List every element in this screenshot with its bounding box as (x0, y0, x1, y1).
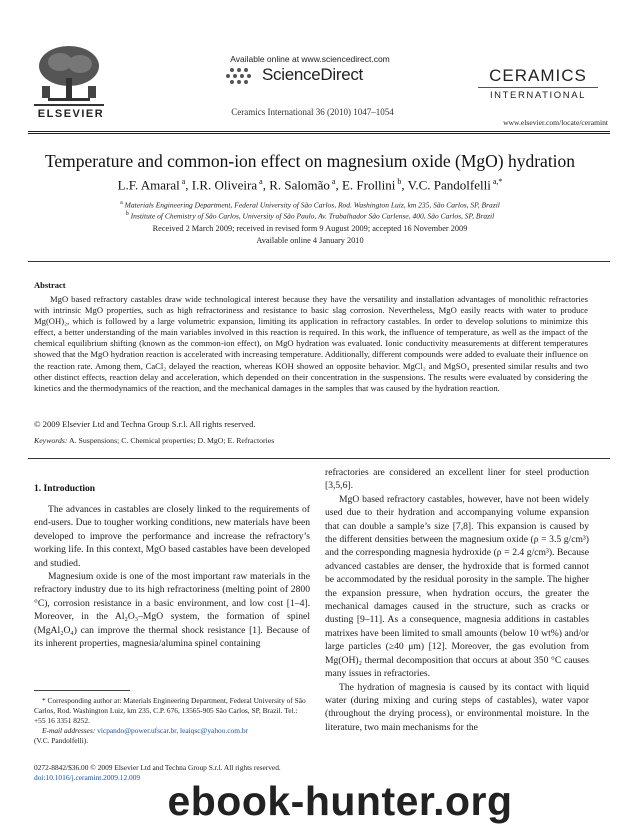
available-online-date: Available online 4 January 2010 (256, 236, 364, 245)
issn-copyright-line: 0272-8842/$36.00 © 2009 Elsevier Ltd and Techna Group S.r.l. All rights reserved. (34, 763, 281, 772)
author-affil-mark: a (329, 177, 336, 186)
affiliation-mark: a (120, 200, 123, 206)
section-heading-introduction: 1. Introduction (34, 484, 96, 494)
body-paragraph: The advances in castables are closely linked to the requirements of end-users. Due to tougher working conditions, new materials have been developed to improve the performance and increase the refractory’s working life. In this context, MgO based castables have been developed and studied. (34, 504, 311, 569)
journal-title-divider (478, 87, 598, 88)
body-column-left (34, 503, 310, 650)
abstract-heading: Abstract (34, 280, 66, 290)
footnote (34, 696, 310, 746)
keywords (34, 436, 274, 445)
author-name[interactable]: , V.C. Pandolfelli (401, 177, 491, 193)
author-name[interactable]: , I.R. Oliveira (185, 177, 258, 193)
journal-title-line1: CERAMICS (489, 66, 587, 85)
sciencedirect-logo-text: ScienceDirect (262, 65, 363, 84)
email-links[interactable]: vicpando@power.ufscar.br, leaiqsc@yahoo.com.br (95, 726, 248, 735)
author-affil-mark: a,* (490, 177, 503, 186)
received-dates: Received 2 March 2009; received in revised form 9 August 2009; accepted 16 November 2009 (152, 224, 468, 233)
affiliation-text: Materials Engineering Department, Federal University of São Carlos, Rod. Washington Luiz, km 235, São Carlos, SP, Brazil (122, 200, 500, 210)
footnote-divider (34, 690, 130, 691)
affiliation-mark: b (125, 211, 129, 217)
abstract-divider (28, 458, 610, 459)
affiliation-text: Institute of Chemistry of São Carlos, University of São Paulo, Av. Trabalhador São Carlense, 400, São Carlos, SP, Brazil (128, 211, 495, 221)
journal-url-link[interactable]: www.elsevier.com/locate/ceramint (503, 118, 608, 127)
author-list (20, 177, 600, 193)
corresponding-author-note: * Corresponding author at: Materials Engineering Department, Federal University of São Carlos, Rod. Washington Luiz, km 235, C.P. 676, 13565-905 São Carlos, SP, Brazil. Tel.: +55 16 3351 8252. (34, 696, 306, 725)
keywords-label: Keywords: (34, 436, 68, 445)
journal-citation: Ceramics International 36 (2010) 1047–1054 (231, 107, 394, 117)
elsevier-tree-logo (30, 42, 108, 110)
author-name[interactable]: , R. Salomão (262, 177, 330, 193)
author-name[interactable]: , E. Frollini (335, 177, 396, 193)
affiliation-b (20, 211, 600, 221)
author-affil-mark: b (395, 177, 402, 186)
title-divider (28, 261, 610, 262)
email-line (34, 726, 310, 736)
elsevier-wordmark: ELSEVIER (37, 108, 105, 120)
email-owner: (V.C. Pandolfelli). (34, 736, 89, 745)
abstract-text: MgO based refractory castables draw wide technological interest because they have the versatility and installation advantages of monolithic refractories with intrinsic MgO properties, such as high refractoriness and resistance to basic slag corrosion. Nevertheless, MgO easily reacts with water to produce Mg(OH)₂, which is followed by a large volumetric expansion, limiting its application in refractory castables. In order to develop solutions to minimize this effect, a better understanding of the main variables involved in this reaction is required. In this work, the influence of temperature, as well as the impact of the chemical equilibrium shifting (known as the common-ion effect), on MgO hydration was evaluated. Ionic conductivity measurements at different temperatures showed that the MgO hydration reaction is accelerated with increasing temperature. Additionally, different compounds were added to evaluate their influence on the reaction rate. Among them, CaCl₂ delayed the reaction, whereas KOH showed an opposite behavior. MgCl₂ and MgSO₄ presented similar results and two other distinct effects, reaction delay and acceleration, which depended on their concentration in the suspensions. The results were evaluated by considering the kinetics and the thermodynamics of the reaction, and the mechanical damages in the samples that was caused by the hydration reaction. (34, 294, 588, 393)
watermark-text: ebook-hunter.org (167, 778, 513, 824)
body-column-right (325, 466, 589, 734)
header-divider (28, 131, 610, 132)
header-divider-secondary (28, 133, 610, 134)
body-paragraph: refractories are considered an excellent liner for steel production [3,5,6]. (325, 467, 589, 492)
body-paragraph: The hydration of magnesia is caused by its contact with liquid water (during mixing and curing steps of castables), water vapor (throughout the drying process), or environmental moisture. In the literature, two main mechanisms for the (325, 681, 589, 733)
email-label: E-mail addresses: (42, 726, 96, 735)
body-paragraph: Magnesium oxide is one of the most important raw materials in the refractory industry due to its high refractoriness (melting point of 2800 °C), corrosion resistance in a basic environment, and low cost [1–4]. Moreover, in the Al₂O₃–MgO system, the formation of spinel (MgAl₂O₄) can improve the thermal shock resistance [1]. Because of its inherent properties, magnesia/alumina spinel containing (34, 571, 310, 650)
keywords-list: A. Suspensions; C. Chemical properties; D. MgO; E. Refractories (67, 436, 275, 445)
journal-title-line2: INTERNATIONAL (489, 90, 587, 101)
available-online-note: Available online at www.sciencedirect.com (230, 54, 390, 64)
doi-link[interactable]: doi:10.1016/j.ceramint.2009.12.009 (34, 773, 141, 782)
abstract-copyright: © 2009 Elsevier Ltd and Techna Group S.r.l. All rights reserved. (34, 419, 256, 429)
author-affil-mark: a (179, 177, 186, 186)
author-name[interactable]: L.F. Amaral (117, 177, 180, 193)
article-title: Temperature and common-ion effect on magnesium oxide (MgO) hydration (44, 151, 576, 171)
body-paragraph: MgO based refractory castables, however, have not been widely used due to their hydration and accompanying volume expansion that can double a sample’s size [7,8]. This expansion is caused by the different densities between the magnesium oxide (ρ = 3.5 g/cm³) and the corresponding magnesia hydroxide (ρ = 2.4 g/cm³). Because advanced castables are denser, the hydroxide that is formed cannot be accommodated by the residual porosity in the sample. The higher the expansion pressure, when hydration occurs, the greater the mechanical damages caused in the structure, such as cracks or dusting [9–11]. As a consequence, magnesia additions in castables matrixes have been limited to small amounts (below 10 wt%) and/or large particles (≥40 μm) [12]. Moreover, the gas evolution from Mg(OH)₂ thermal decomposition that occurs at about 350 °C causes many issues in refractories. (325, 493, 589, 680)
affiliation-a (20, 200, 600, 210)
author-affil-mark: a (257, 177, 263, 186)
